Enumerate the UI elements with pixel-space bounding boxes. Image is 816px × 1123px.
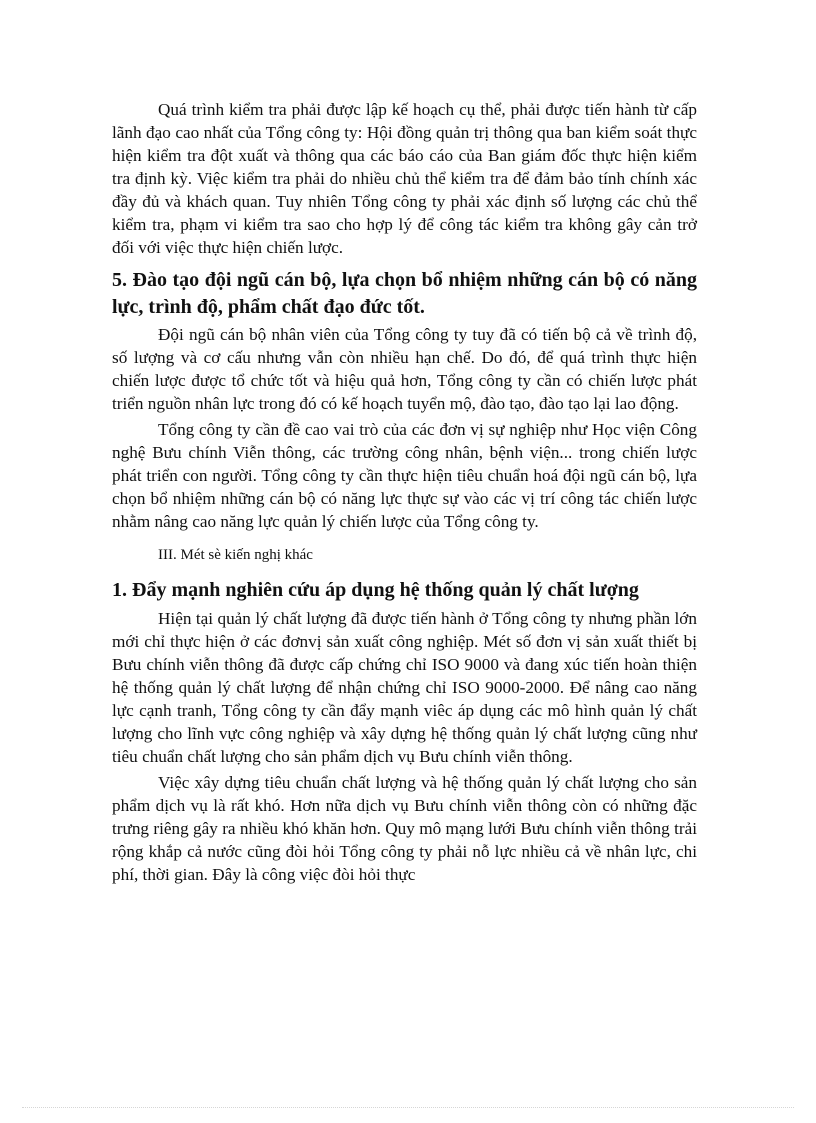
subsection-heading-iii: III. Mét sè kiến nghị khác bbox=[158, 547, 313, 563]
heading-section-1: 1. Đẩy mạnh nghiên cứu áp dụng hệ thống quản lý chất lượng bbox=[112, 579, 639, 601]
paragraph-staff-development: Đội ngũ cán bộ nhân viên của Tổng công ty tuy đã có tiến bộ cả về trình độ, số lượng và cơ cấu nhưng vẫn còn nhiều hạn chế. Do đó, để quá trình thực hiện chiến lược được tổ chức tốt và hiệu quả hơn, Tổng công ty cần có chiến lược phát triển nguồn nhân lực trong đó có kế hoạch tuyển mộ, đào tạo, đào tạo lại lao động. bbox=[112, 325, 697, 413]
paragraph-quality-management: Hiện tại quản lý chất lượng đã được tiến hành ở Tổng công ty nhưng phần lớn mới chỉ thực hiện ở các đơnvị sản xuất công nghiệp. Mét số đơn vị sản xuất thiết bị Bưu chính viễn thông đã được cấp chứng chỉ ISO 9000 và đang xúc tiến hoàn thiện hệ thống quản lý chất lượng để nhận chứng chỉ ISO 9000-2000. Để nâng cao năng lực cạnh tranh, Tổng công ty cần đẩy mạnh viêc áp dụng các mô hình quản lý chất lượng cho lĩnh vực công nghiệp và xây dựng hệ thống quản lý chất lượng cũng như tiêu chuẩn chất lượng cho sản phẩm dịch vụ Bưu chính viễn thông. bbox=[112, 608, 697, 766]
document-page bbox=[112, 98, 697, 886]
paragraph-inspection-planning: Quá trình kiểm tra phải được lập kế hoạch cụ thể, phải được tiến hành từ cấp lãnh đạo cao nhất của Tổng công ty: Hội đồng quản trị thông qua ban kiểm soát thực hiện kiểm tra đột xuất và thông qua các báo cáo của Ban giám đốc thực hiện kiểm tra định kỳ. Việc kiểm tra phải do nhiều chủ thể kiểm tra để đảm bảo tính chính xác đầy đủ và khách quan. Tuy nhiên Tổng công ty phải xác định số lượng các chủ thể kiểm tra, phạm vi kiểm tra sao cho hợp lý để công tác kiểm tra không gây cản trở đối với việc thực hiện chiến lược. bbox=[112, 100, 697, 257]
paragraph-quality-standards: Việc xây dựng tiêu chuẩn chất lượng và hệ thống quản lý chất lượng cho sản phẩm dịch vụ là rất khó. Hơn nữa dịch vụ Bưu chính viễn thông còn có những đặc trưng riêng gây ra nhiều khó khăn hơn. Quy mô mạng lưới Bưu chính viễn thông trải rộng khắp cả nước cũng đòi hỏi Tổng công ty phải nỗ lực nhiều cả về nhân lực, chi phí, thời gian. Đây là công việc đòi hỏi thực bbox=[112, 772, 697, 884]
paragraph-staff-standardization: Tổng công ty cần đề cao vai trò của các đơn vị sự nghiệp như Học viện Công nghệ Bưu chính Viễn thông, các trường công nhân, bệnh viện... trong chiến lược phát triển con người. Tổng công ty cần thực hiện tiêu chuẩn hoá đội ngũ cán bộ, lựa chọn bổ nhiệm những cán bộ có năng lực thực sự vào các vị trí công tác chiến lược nhằm nâng cao năng lực quản lý chiến lược của Tổng công ty. bbox=[112, 420, 697, 531]
page-bottom-rule bbox=[22, 1107, 794, 1108]
heading-section-5: 5. Đào tạo đội ngũ cán bộ, lựa chọn bổ nhiệm những cán bộ có năng lực, trình độ, phẩm chất đạo đức tốt. bbox=[112, 269, 697, 318]
